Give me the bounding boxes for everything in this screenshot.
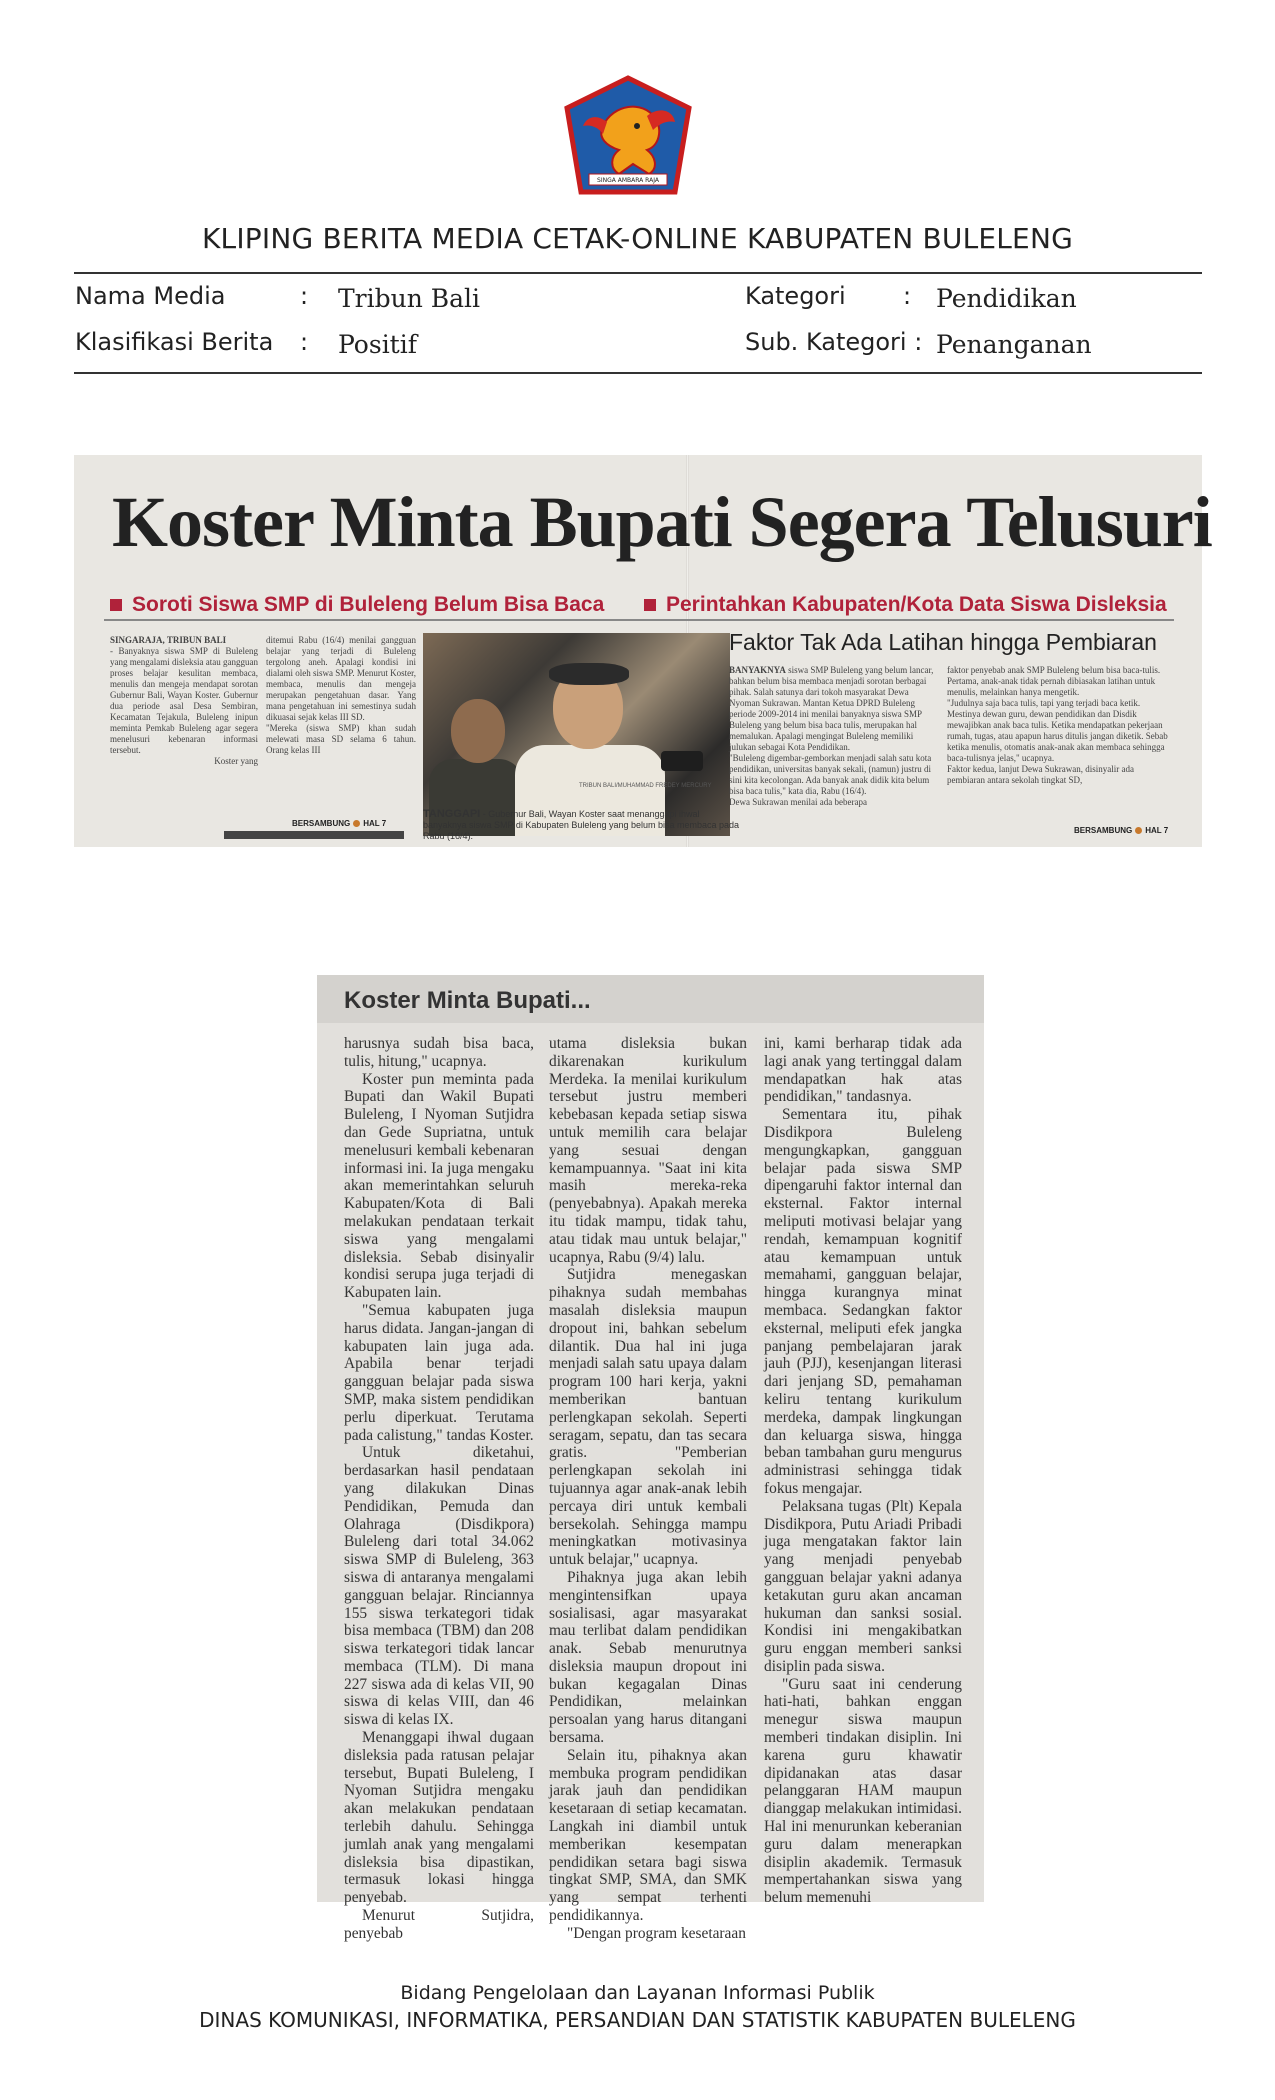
column-tail: Koster yang [214, 756, 258, 766]
column-text-2: "Mereka (siswa SMP) khan sudah melewati masa SD selama 6 tahun. Orang kelas III [266, 723, 416, 755]
paragraph: Sutjidra menegaskan pihaknya sudah membahas masalah disleksia maupun dropout ini, bahkan sebelum dilantik. Dua hal ini juga menjadi salah satu upaya dalam program 100 hari kerja, yakni memberikan bantuan perlengkapan sekolah. Seperti seragam, sepatu, dan tas secara gratis. "Pemberian perlengkapan sekolah ini tujuannya agar anak-anak lebih percaya diri untuk kembali bersekolah. Sehingga mampu meningkatkan motivasinya untuk belajar," ucapnya. [549, 1266, 747, 1569]
subheadline-left-text: Soroti Siswa SMP di Buleleng Belum Bisa Baca [132, 593, 605, 616]
paragraph: ini, kami berharap tidak ada lagi anak yang tertinggal dalam mendapatkan hak atas pendidikan," tandasnya. [764, 1035, 962, 1106]
column-text-3: Faktor kedua, lanjut Dewa Sukrawan, disinyalir ada pembiaran antara sekolah tingkat SD, [947, 764, 1134, 785]
subheadline-right-text: Perintahkan Kabupaten/Kota Data Siswa Disleksia [666, 593, 1167, 616]
page-ref: HAL 7 [1145, 826, 1169, 835]
photo-credit: TRIBUN BALI/MUHAMMAD FREDEY MERCURY [579, 783, 712, 789]
bullet-square-icon [644, 599, 656, 611]
article-column-2 [266, 635, 416, 756]
footer-department: Bidang Pengelolaan dan Layanan Informasi Publik [400, 1982, 875, 2004]
page-ref: HAL 7 [363, 819, 387, 828]
continued-label: BERSAMBUNG [292, 819, 351, 828]
sub-kategori-value: Penanganan [936, 330, 1092, 359]
document-title: KLIPING BERITA MEDIA CETAK-ONLINE KABUPATEN BULELENG [201, 222, 1073, 255]
colon: : [300, 282, 309, 310]
paragraph: Sementara itu, pihak Disdikpora Buleleng mengungkapkan, gangguan belajar pada siswa SMP dipengaruhi faktor internal dan eksternal. Faktor internal meliputi motivasi belajar yang rendah, kemampuan kognitif atau kemampuan untuk memahami, gangguan belajar, hingga kurangnya minat membaca. Sedangkan faktor eksternal, meliputi efek jangka panjang pembelajaran jarak jauh (PJJ), kesenjangan literasi dari jenjang SD, pemahaman keliru tentang kurikulum merdeka, dampak lingkungan dan keluarga siswa, hingga beban tambahan guru mengurus administrasi sehingga tidak fokus mengajar. [764, 1106, 962, 1497]
column-text-2: "Judulnya saja baca tulis, tapi yang terjadi baca ketik. Mestinya dewan guru, dewan pendidikan dan Disdik mewajibkan anak baca tulis. Ketika mendapatkan pekerjaan rumah, tugas, atau apapun harus ditulis jangan diketik. Sebab ketika menulis, otomatis anak-anak akan membaca sehingga baca-tulisnya jelas," ucapnya. [947, 698, 1168, 763]
colon: : [300, 328, 309, 356]
subheadline-left [110, 593, 604, 617]
caption-label: TANGGAPI [423, 808, 481, 820]
klasifikasi-label: Klasifikasi Berita [75, 328, 274, 356]
microphone [661, 751, 703, 771]
sub-kategori-label: Sub. Kategori : [745, 328, 923, 356]
article-column-1 [344, 1035, 534, 1943]
top-divider [74, 272, 1202, 274]
photo-figure [549, 663, 629, 685]
nama-media-value: Tribun Bali [338, 284, 481, 313]
column-text-3: Dewa Sukrawan menilai ada beberapa [729, 797, 867, 807]
column-text: ditemui Rabu (16/4) menilai gangguan belajar yang terjadi di Buleleng tergolong aneh. Apalagi kondisi ini dialami oleh siswa SMP. Menurut Koster, membaca, menulis dan mengeja merupakan pengetahuan dasar. Yang mana pengetahuan ini semestinya sudah dikuasai sejak kelas III SD. [266, 635, 416, 722]
adjacent-column-edge [974, 1035, 984, 1895]
article-column-4 [947, 665, 1172, 786]
paragraph: "Semua kabupaten juga harus didata. Jangan-jangan di kabupaten lain juga ada. Apabila benar terjadi gangguan belajar pada siswa SMP, maka sistem pendidikan perlu diperkuat. Terutama pada calistung," tandas Koster. [344, 1301, 534, 1444]
continued-marker [1074, 826, 1168, 835]
article-column-2 [549, 1035, 747, 1943]
bullet-square-icon [110, 599, 122, 611]
paragraph: Menanggapi ihwal dugaan disleksia pada ratusan pelajar tersebut, Bupati Buleleng, I Nyoman Sutjidra mengaku akan melakukan pendataan terlebih dahulu. Sehingga jumlah anak yang mengalami disleksia bisa dipastikan, termasuk lokasi hingga penyebab. [344, 1729, 534, 1907]
logo-motto: SINGA AMBARA RAJA [597, 177, 659, 184]
clipping-headline: Koster Minta Bupati Segera Telusuri [112, 482, 1212, 562]
side-article-title: Faktor Tak Ada Latihan hingga Pembiaran [729, 629, 1157, 655]
colon: : [903, 282, 912, 310]
news-photo [423, 633, 730, 836]
article-column-1 [110, 635, 258, 767]
column-bar [224, 831, 404, 839]
kategori-label: Kategori [745, 282, 846, 310]
paragraph: Pihaknya juga akan lebih mengintensifkan upaya sosialisasi, agar masyarakat mau terlibat dalam pendidikan anak. Sebab menurutnya disleksia maupun dropout ini bukan kegagalan Dinas Pendidikan, melainkan persoalan yang harus ditangani bersama. [549, 1568, 747, 1747]
subhead-rule [104, 619, 1174, 621]
paragraph: "Guru saat ini cenderung hati-hati, bahkan enggan menegur siswa maupun memberi tindakan disiplin. Ini karena guru khawatir dipidanakan atas dasar pelanggaran HAM maupun dianggap melakukan intimidasi. Hal ini menurunkan keberanian guru dalam menerapkan disiplin akademik. Termasuk mempertahankan siswa yang belum memenuhi [764, 1675, 962, 1907]
footer-agency: DINAS KOMUNIKASI, INFORMATIKA, PERSANDIAN DAN STATISTIK KABUPATEN BULELENG [199, 2008, 1076, 2032]
buleleng-crest-logo [563, 76, 693, 196]
column-text: - Banyaknya siswa SMP di Buleleng yang mengalami disleksia atau gangguan proses belajar kesulitan membaca, menulis dan mengeja mendapat sorotan Gubernur Bali, Wayan Koster. Gubernur dua periode asal Desa Sembiran, Kecamatan Tejakula, Buleleng inipun meminta Pemkab Buleleng agar segera menelusuri kebenaran informasi tersebut. [110, 646, 258, 755]
paragraph: Selain itu, pihaknya akan membuka program pendidikan jarak jauh dan pendidikan kesetaraan di setiap kecamatan. Langkah ini diambil untuk memberikan kesempatan pendidikan setara bagi siswa tingkat SMP, SMA, dan SMK yang sempat terhenti pendidikannya. [549, 1746, 747, 1925]
paragraph: Koster pun meminta pada Bupati dan Wakil Bupati Buleleng, I Nyoman Sutjidra dan Gede Supriatna, untuk menelusuri kembali kebenaran informasi ini. Ia juga mengaku akan memerintahkan seluruh Kabupaten/Kota di Bali melakukan pendataan terkait siswa yang mengalami disleksia. Sebab disinyalir kondisi serupa juga terjadi di Kabupaten lain. [344, 1070, 534, 1302]
dateline: SINGARAJA, TRIBUN BALI [110, 635, 227, 645]
paragraph: "Dengan program kesetaraan [567, 1924, 746, 1942]
paragraph: Pelaksana tugas (Plt) Kepala Disdikpora, Putu Ariadi Pribadi juga mengatakan faktor lain yang menjadi penyebab gangguan belajar yakni adanya ketakutan guru akan ancaman hukuman dan sanksi sosial. Kondisi ini mengakibatkan guru enggan memberi sanksi disiplin pada siswa. [764, 1497, 962, 1675]
continued-label: BERSAMBUNG [1074, 826, 1133, 835]
lead-word: BANYAKNYA [729, 665, 786, 675]
arrow-dot-icon [353, 820, 360, 827]
column-text: faktor penyebab anak SMP Buleleng belum bisa baca-tulis. Pertama, anak-anak tidak pernah dibiasakan latihan untuk menulis, melainkan hanya mengetik. [947, 665, 1161, 697]
photo-caption [423, 809, 743, 842]
paragraph: utama disleksia bukan dikarenakan kurikulum Merdeka. Ia menilai kurikulum tersebut justru memberi kebebasan kepada setiap siswa untuk memilih cara belajar yang sesuai dengan kemampuannya. "Saat ini kita masih mereka-reka (penyebabnya). Apakah mereka itu tidak mampu, tidak tahu, atau tidak mau untuk belajar," ucapnya, Rabu (9/4) lalu. [549, 1035, 747, 1266]
bottom-divider [74, 372, 1202, 374]
continued-marker [292, 819, 386, 828]
kategori-value: Pendidikan [936, 284, 1077, 313]
column-text: siswa SMP Buleleng yang belum lancar, bahkan belum bisa membaca menjadi sorotan berbagai pihak. Salah satunya dari tokoh masyarakat Dewa Nyoman Sukrawan. Mantan Ketua DPRD Buleleng periode 2009-2014 ini menilai banyaknya siswa SMP Buleleng yang belum bisa baca tulis, merupakan hal memalukan. Apalagi mengingat Buleleng memiliki julukan sebagai Kota Pendidikan. [729, 665, 934, 752]
paragraph: Menurut Sutjidra, penyebab [344, 1907, 534, 1942]
paragraph: harusnya sudah bisa baca, tulis, hitung," ucapnya. [344, 1035, 534, 1070]
klasifikasi-value: Positif [338, 330, 417, 359]
nama-media-label: Nama Media [75, 282, 226, 310]
subheadline-right [644, 593, 1167, 617]
photo-figure [451, 699, 505, 763]
caption-text: - Gubernur Bali, Wayan Koster saat menanggapi ihwal banyaknya siswa SMP di Kabupaten Buleleng yang belum bisa membaca pada Rabu (16/4). [423, 809, 740, 841]
paragraph: Untuk diketahui, berdasarkan hasil pendataan yang dilakukan Dinas Pendidikan, Pemuda dan Olahraga (Disdikpora) Buleleng dari total 34.062 siswa SMP di Buleleng, 363 siswa di antaranya mengalami gangguan belajar. Rinciannya 155 siswa terkategori tidak bisa membaca (TBM) dan 208 siswa terkategori tidak lancar membaca (TLM). Di mana 227 siswa ada di kelas VII, 90 siswa di kelas VIII, dan 46 siswa di kelas IX. [344, 1444, 534, 1729]
article-column-3 [729, 665, 939, 808]
newspaper-clipping-front [74, 455, 1212, 847]
article-column-3 [764, 1035, 962, 1907]
column-text-2: "Buleleng digembar-gemborkan menjadi salah satu kota pendidikan, universitas banyak sekali, (namun) justru di sini kita kecolongan. Ada banyak anak didik kita belum bisa baca tulis," kata dia, Rabu (16/4). [729, 753, 932, 796]
continued-headline: Koster Minta Bupati... [344, 987, 591, 1014]
arrow-dot-icon [1135, 827, 1142, 834]
newspaper-clipping-continued [317, 975, 984, 1942]
